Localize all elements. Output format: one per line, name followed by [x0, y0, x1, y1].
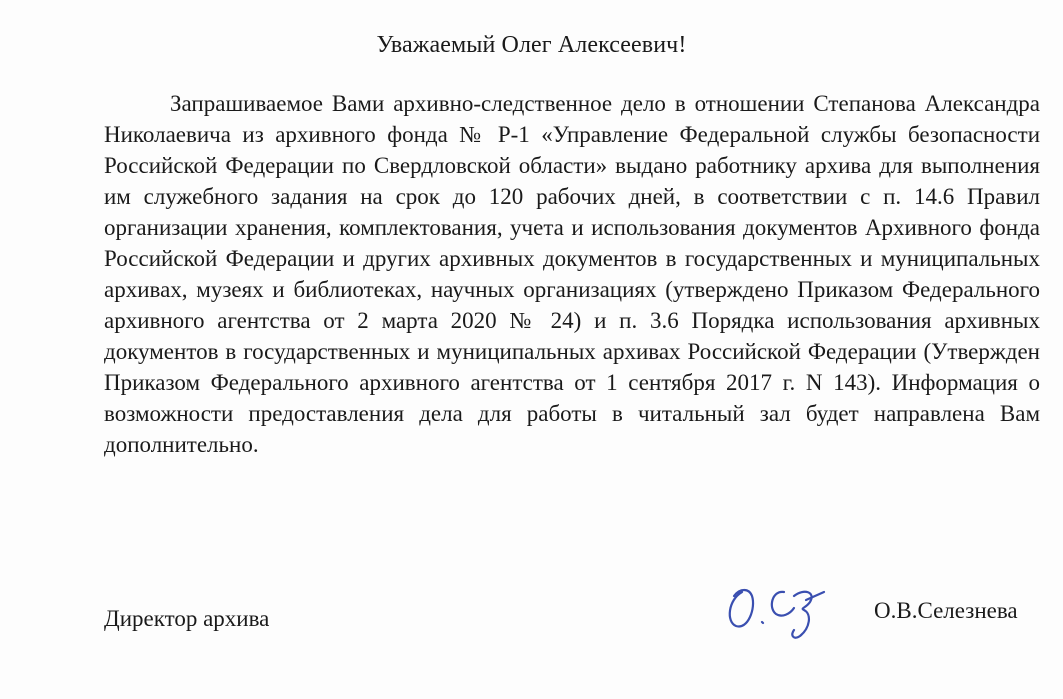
letter-body: Запрашиваемое Вами архивно-следственное дело в отношении Степанова Александра Николаевича из архивного фонда № Р-1 «Управление Федеральной службы безопасности Российской Федерации по Свердловской области» выдано работнику архива для выполнения им служебного задания на срок до 120 рабочих дней, в соответствии с п. 14.6 Правил организации хранения, комплектования, учета и использования документов Архивного фонда Российской Федерации и других архивных документов в государственных и муниципальных архивах, музеях и библиотеках, научных организациях (утверждено Приказом Федерального архивного агентства от 2 марта 2020 № 24) и п. 3.6 Порядка использования архивных документов в государственных и муниципальных архивах Российской Федерации (Утвержден Приказом Федерального архивного агентства от 1 сентября 2017 г. N 143). Информация о возможности предоставления дела для работы в читальный зал будет направлена Вам дополнительно. — [104, 91, 1040, 457]
handwritten-signature — [720, 578, 840, 648]
letter-greeting: Уважаемый Олег Алексеевич! — [376, 32, 687, 58]
signer-position: Директор архива — [104, 606, 270, 631]
signer-name: О.В.Селезнева — [874, 598, 1018, 623]
